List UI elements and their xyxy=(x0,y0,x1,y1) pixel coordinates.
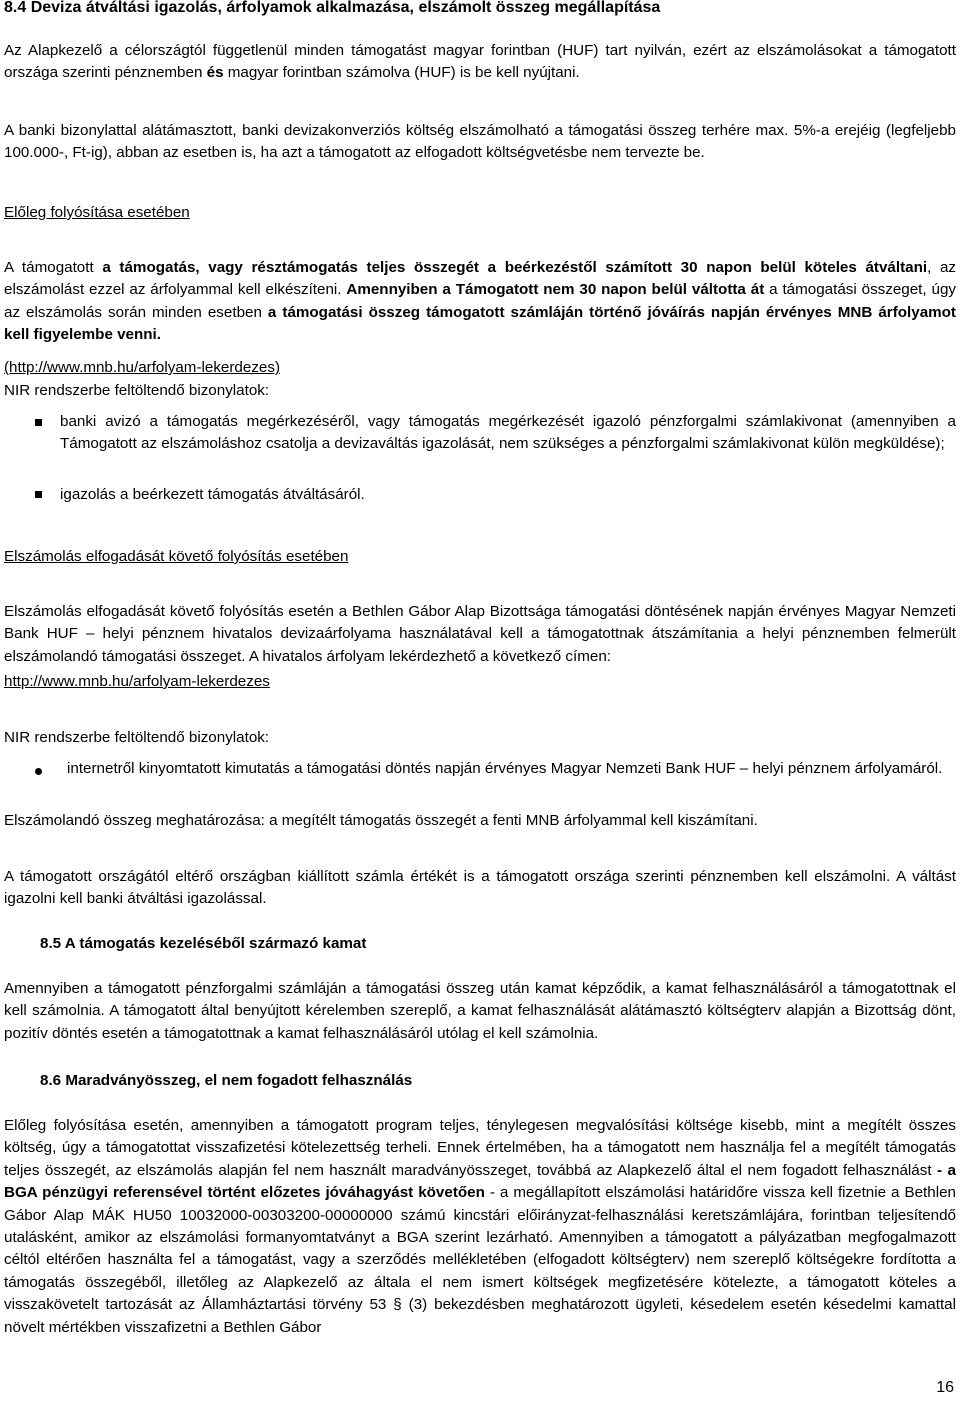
round-bullet-icon xyxy=(35,768,42,775)
subheading-after-acceptance: Elszámolás elfogadását követő folyósítás esetében xyxy=(4,548,349,565)
list-item-rate-printout: internetről kinyomtatott kimutatás a támogatási döntés napján érvényes Magyar Nemzeti Bank HUF – helyi pénznem árfolyamáról. xyxy=(67,760,943,777)
paragraph-remaining-amount: Előleg folyósítása esetén, amennyiben a támogatott program teljes, ténylegesen megvalósítási költsége kisebb, mint a megítélt összes költség, úgy a támogatottat visszafizetési kötelezettség terheli. Ennek értelmében, ha a támogatott nem használja fel a megítélt támogatás teljes összegét, az elszámolás alapján fel nem használt maradványösszeget, továbbá az Alapkezelő által el nem fogadott felhasználást - a BGA pénzügyi referensével történt előzetes jóváhagyást követően - a megállapított elszámolási határidőre vissza kell fizetnie a Bethlen Gábor Alap MÁK HU50 10032000-00303200-00000000 számú kincstári előirányzat-felhasználási keretszámlájára, forintban teljesítendő utalásként, amikor az elszámolási formanyomtatványt a BGA szerint lezárható. Amennyiben a támogatott a pályázatban megfogalmazott céltól eltérően használta fel a támogatást, vagy a szerződés mellékletében (elfogadott költségterv) nem szereplő költségekre fordította a támogatás összegéből, illetőleg az Alapkezelő az általa el nem ismert költségek megfizetésére kötelezte, a támogatott köteles a visszakövetelt tartozását az Államháztartási törvény 53 § (3) bekezdésben meghatározott ügyleti, késedelem esetén késedelmi kamattal növelt mértékben visszafizetni a Bethlen Gábor xyxy=(4,1117,956,1336)
list-item-conversion-proof: igazolás a beérkezett támogatás átváltásáról. xyxy=(60,486,365,503)
paragraph-foreign-invoice: A támogatott országától eltérő országban kiállított számla értékét is a támogatott országa szerinti pénznemben kell elszámolni. A váltást igazolni kell banki átváltási igazolással. xyxy=(4,868,956,908)
mnb-link-2[interactable]: http://www.mnb.hu/arfolyam-lekerdezes xyxy=(4,673,270,690)
nir-documents-label-1: NIR rendszerbe feltöltendő bizonylatok: xyxy=(4,382,270,399)
section-title: 8.4 Deviza átváltási igazolás, árfolyamok alkalmazása, elszámolt összeg megállapítása xyxy=(4,0,661,16)
square-bullet-icon xyxy=(35,491,42,498)
subheading-advance-payment: Előleg folyósítása esetében xyxy=(4,204,190,221)
paragraph-after-acceptance: Elszámolás elfogadását követő folyósítás esetén a Bethlen Gábor Alap Bizottsága támogatási döntésének napján érvényes Magyar Nemzeti Bank HUF – helyi pénznem hivatalos devizaárfolyama használatával kell a támogatottnak átszámítania a helyi pénznemben felmerült elszámolandó támogatási összeget. A hivatalos árfolyam lekérdezhető a következő címen: xyxy=(4,603,956,665)
paragraph-advance-exchange: A támogatott a támogatás, vagy résztámogatás teljes összegét a beérkezéstől számított 30 napon belül köteles átváltani, az elszámolást ezzel az árfolyammal kell elkészíteni. Amennyiben a Támogatott nem 30 napon belül váltotta át a támogatási összeget, úgy az elszámolás során minden esetben a támogatási összeg támogatott számláján történő jóváírás napján érvényes MNB árfolyamot kell figyelembe venni. xyxy=(4,259,956,344)
mnb-link-1[interactable]: (http://www.mnb.hu/arfolyam-lekerdezes) xyxy=(4,359,281,376)
heading-8-5: 8.5 A támogatás kezeléséből származó kamat xyxy=(40,935,367,952)
paragraph-huf-records: Az Alapkezelő a célországtól függetlenül minden támogatást magyar forintban (HUF) tart nyilván, ezért az elszámolásokat a támogatott országa szerinti pénznemben és magyar forintban számolva (HUF) is be kell nyújtani. xyxy=(4,42,956,82)
paragraph-amount-determination: Elszámolandó összeg meghatározása: a megítélt támogatás összegét a fenti MNB árfolyammal kell kiszámítani. xyxy=(4,812,758,829)
heading-8-6: 8.6 Maradványösszeg, el nem fogadott felhasználás xyxy=(40,1072,413,1089)
page-number: 16 xyxy=(936,1379,954,1396)
square-bullet-icon xyxy=(35,419,42,426)
paragraph-interest: Amennyiben a támogatott pénzforgalmi számláján a támogatási összeg után kamat képződik, a kamat felhasználásáról a támogatottnak el kell számolnia. A támogatott által benyújtott kérelemben szereplő, a kamat felhasználását alátámasztó költségterv alapján a Bizottság dönt, pozitív döntés esetén a támogatottnak a kamat felhasználásáról utólag el kell számolnia. xyxy=(4,980,956,1042)
list-item-bank-advice: banki avizó a támogatás megérkezéséről, vagy támogatás megérkezését igazoló pénzforgalmi számlakivonat (amennyiben a Támogatott az elszámoláshoz csatolja a devizaváltás igazolását, nem szükséges a pénzforgalmi számlakivonat külön megküldése); xyxy=(60,413,956,453)
paragraph-bank-conversion-cost: A banki bizonylattal alátámasztott, banki devizakonverziós költség elszámolható a támogatási összeg terhére max. 5%-a erejéig (legfeljebb 100.000-, Ft-ig), abban az esetben is, ha azt a támogatott az elfogadott költségvetésbe nem tervezte be. xyxy=(4,122,956,162)
nir-documents-label-2: NIR rendszerbe feltöltendő bizonylatok: xyxy=(4,729,270,746)
